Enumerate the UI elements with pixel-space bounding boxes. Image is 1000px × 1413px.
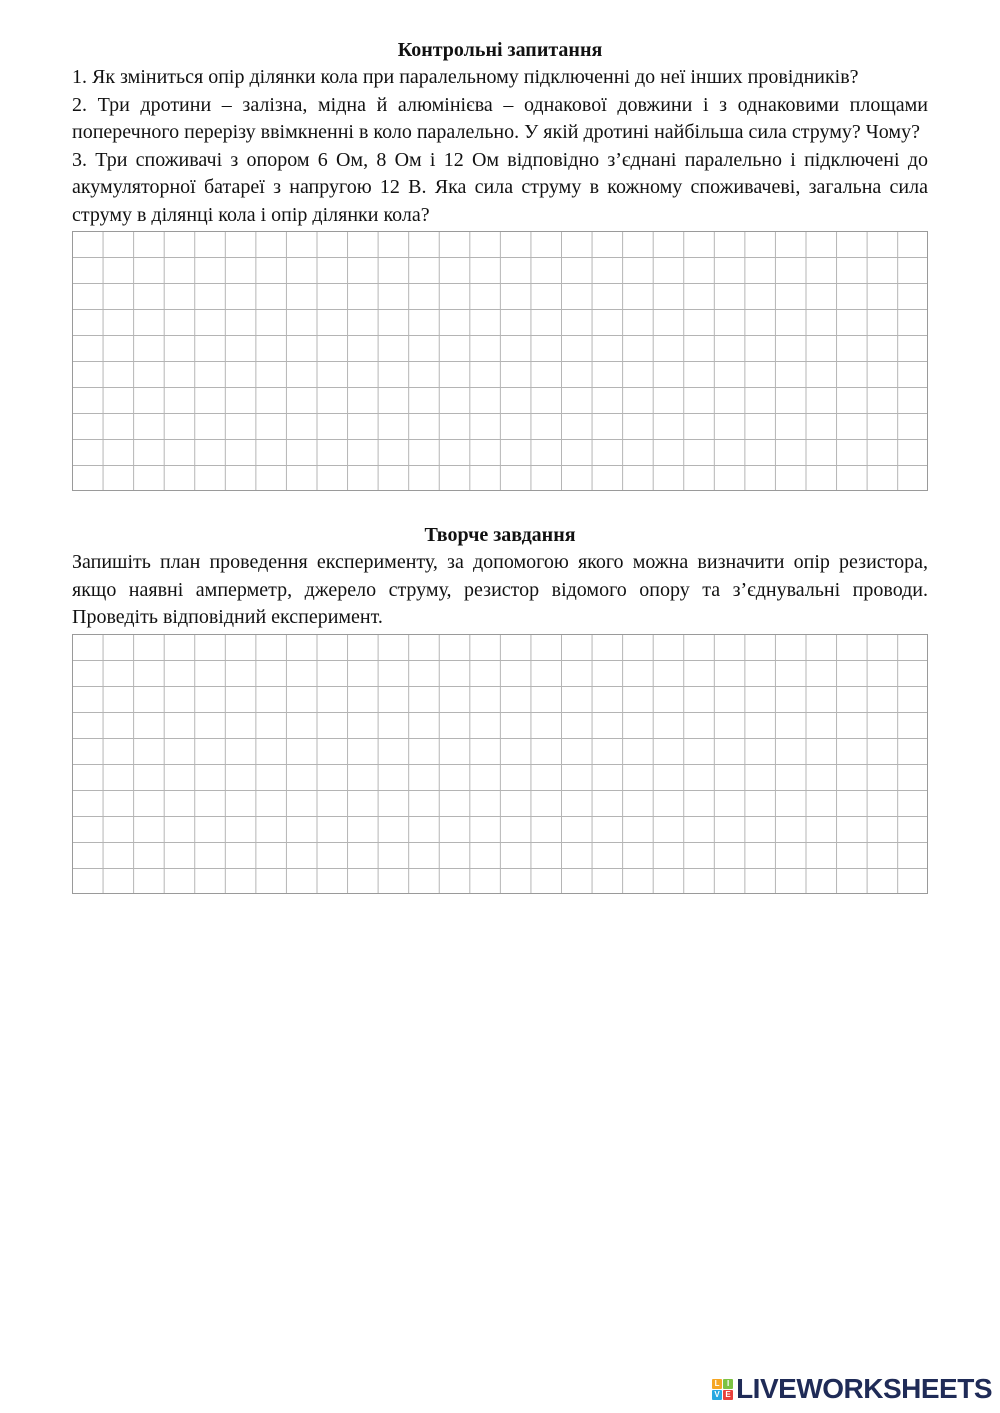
control-questions-section <box>72 36 928 491</box>
logo-block-l: L <box>712 1379 722 1389</box>
answer-grid-1[interactable] <box>72 231 928 491</box>
logo-block-e: E <box>723 1390 733 1400</box>
question-3: 3. Три споживачі з опором 6 Ом, 8 Ом і 12 Ом відповідно з’єднані паралельно і підключені до акумуляторної батареї з напругою 12 В. Яка сила струму в кожному споживачеві, загальна сила струму в ділянці кола і опір ділянки кола? <box>72 148 928 226</box>
logo-blocks-icon <box>712 1379 733 1400</box>
liveworksheets-logo <box>712 1373 992 1405</box>
question-1: 1. Як зміниться опір ділянки кола при паралельному підключенні до неї інших провідників? <box>72 66 859 88</box>
answer-grid-2[interactable] <box>72 634 928 894</box>
section-title-control-questions: Контрольні запитання <box>397 39 603 61</box>
section-title-creative-task: Творче завдання <box>424 524 576 546</box>
question-2: 2. Три дротини – залізна, мідна й алюмінієва – однакової довжини і з однаковими площами поперечного перерізу ввімкненні в коло паралельно. У якій дротині найбільша сила струму? Чому? <box>72 93 928 143</box>
worksheet-page <box>72 36 928 894</box>
creative-task-text: Запишіть план проведення експерименту, за допомогою якого можна визначити опір резистора, якщо наявні амперметр, джерело струму, резистор відомого опору та з’єднувальні проводи. Проведіть відповідний експеримент. <box>72 551 928 628</box>
logo-block-v: V <box>712 1390 722 1400</box>
logo-block-i: I <box>723 1379 733 1389</box>
creative-task-section <box>72 521 928 894</box>
logo-text: LIVEWORKSHEETS <box>736 1373 992 1404</box>
